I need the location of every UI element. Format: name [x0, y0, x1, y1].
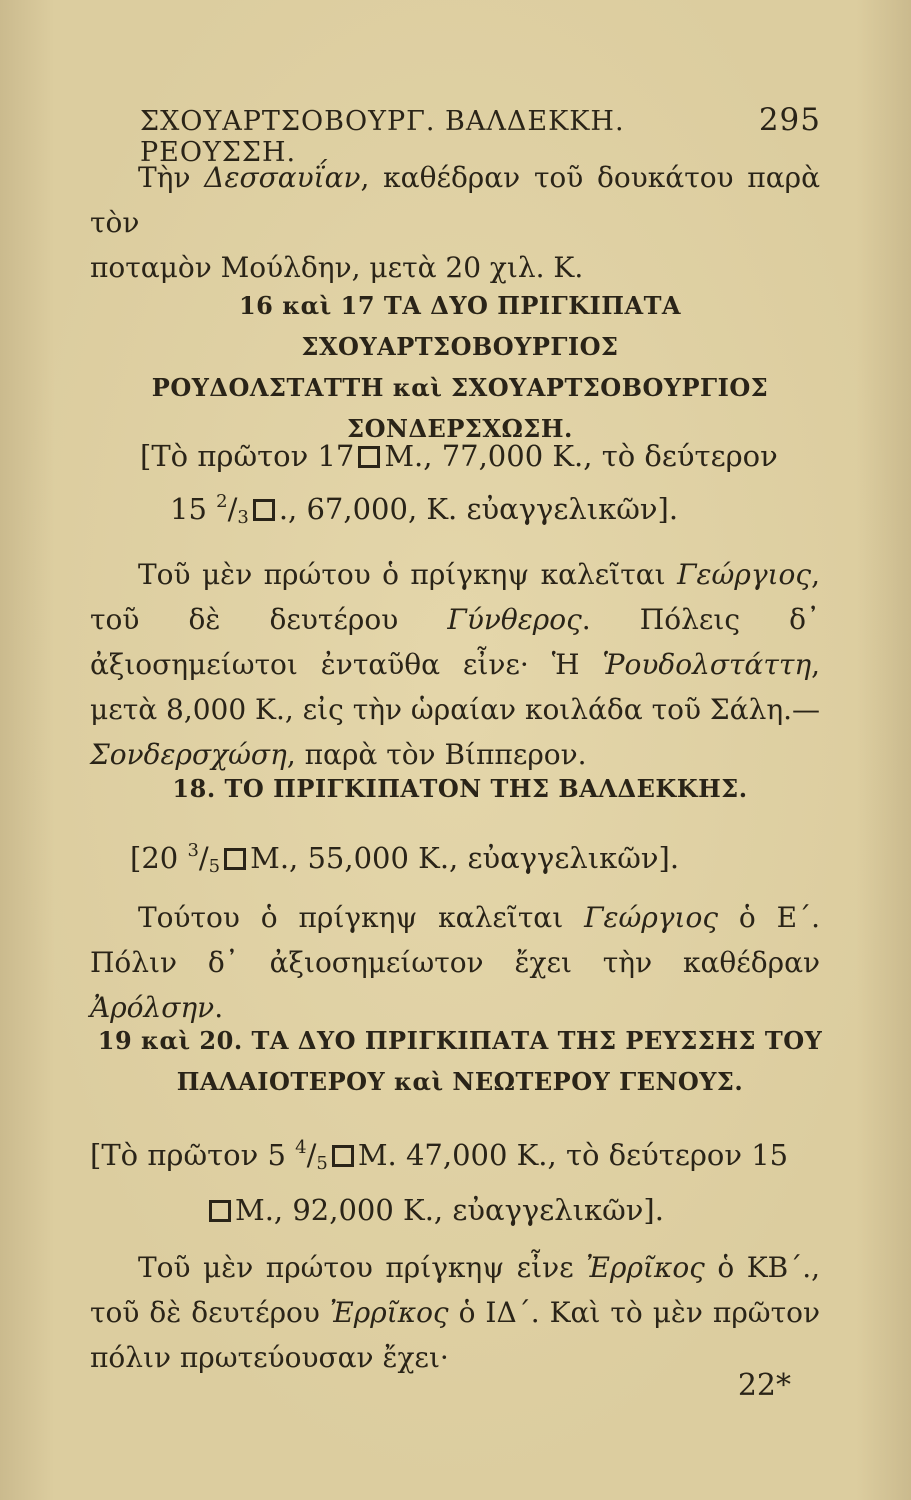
- section-16-heading: [80, 285, 840, 449]
- stats-text: [Τὸ πρῶτον 5: [90, 1138, 286, 1172]
- section-16-paragraph: [90, 552, 820, 777]
- running-head-title: ΣΧΟΥΑΡΤΣΟΒΟΥΡΓ. ΒΑΛΔΕΚΚΗ. ΡΕΟΥΣΣΗ.: [140, 106, 625, 168]
- stats-text: Μ., 55,000 Κ., εὐαγγελικῶν].: [250, 841, 680, 875]
- body-text: ὁ ΙΔ΄. Καὶ τὸ μὲν πρῶτον πόλιν πρωτεύουσαν ἔχει·: [90, 1296, 820, 1374]
- body-text: .: [214, 991, 224, 1024]
- heading-line: ΡΟΥΔΟΛΣΤΑΤΤΗ καὶ ΣΧΟΥΑΡΤΣΟΒΟΥΡΓΙΟΣ: [151, 373, 769, 402]
- stats-text: ., 67,000, Κ. εὐαγγελικῶν].: [278, 492, 679, 526]
- body-text: . Πόλεις δ᾽ ἀξιοσημείωτοι ἐνταῦθα εἶνε· Ἡ: [90, 603, 820, 681]
- signature-mark: 22*: [737, 1368, 791, 1403]
- intro-paragraph: [90, 155, 820, 290]
- body-text: ὁ Ε΄. Πόλιν δ᾽ ἀξιοσημείωτον ἔχει τὴν καθέδραν: [90, 901, 820, 979]
- square-symbol: [209, 1200, 231, 1222]
- section-19-heading: [80, 1020, 840, 1102]
- heading-line: 19 καὶ 20. ΤΑ ΔΥΟ ΠΡΙΓΚΙΠΑΤΑ ΤΗΣ ΡΕΥΣΣΗΣ ΤΟΥ: [97, 1026, 823, 1055]
- heading-line: ΠΑΛΑΙΟΤΕΡΟΥ καὶ ΝΕΩΤΕΡΟΥ ΓΕΝΟΥΣ.: [176, 1067, 744, 1096]
- square-symbol: [253, 499, 275, 521]
- fraction-numerator: 2: [216, 491, 228, 512]
- body-text: , παρὰ τὸν Βίππερον.: [286, 738, 587, 771]
- stats-text: Μ., 92,000 Κ., εὐαγγελικῶν].: [235, 1193, 664, 1227]
- square-symbol: [224, 848, 246, 870]
- section-19-stats: [Τὸ πρῶτον 5 $^4/_5$ Μ. 47,000 Κ., τὸ δεύτερον 15 Μ., 92,000 Κ., εὐαγγελικῶν].: [90, 1137, 789, 1227]
- body-text: Τοῦ μὲν πρώτου πρίγκηψ εἶνε: [138, 1251, 587, 1284]
- italic-name: Ἀρόλσην: [90, 991, 215, 1024]
- body-text: Τοῦ μὲν πρώτου ὁ πρίγκηψ καλεῖται: [138, 558, 678, 591]
- heading-line: ΣΟΝΔΕΡΣΧΩΣΗ.: [347, 414, 573, 443]
- body-text: , τοῦ δὲ δευτέρου: [90, 558, 820, 636]
- stats-text: Μ. 47,000 Κ., τὸ δεύτερον 15: [357, 1138, 789, 1172]
- stats-text: Μ., 77,000 Κ., τὸ δεύτερον: [384, 439, 778, 473]
- stats-text: [20: [130, 841, 179, 875]
- intro-italic: Δεσσαυΐαν: [204, 161, 361, 194]
- italic-name: Γύνθερος: [447, 603, 582, 636]
- heading-line: 16 καὶ 17 ΤΑ ΔΥΟ ΠΡΙΓΚΙΠΑΤΑ ΣΧΟΥΑΡΤΣΟΒΟΥΡΓΙΟΣ: [238, 291, 682, 361]
- section-19-paragraph: [90, 1245, 820, 1380]
- italic-name: Γεώργιος: [677, 558, 812, 591]
- square-symbol: [358, 446, 380, 468]
- stats-text: 15: [170, 492, 207, 526]
- intro-text: , καθέδραν τοῦ δουκάτου παρὰ τὸν: [90, 161, 820, 239]
- section-16-stats: [Τὸ πρῶτον 17 Μ., 77,000 Κ., τὸ δεύτερον 15 $^2/_3$ ., 67,000, Κ. εὐαγγελικῶν].: [140, 439, 778, 528]
- square-symbol: [332, 1145, 354, 1167]
- intro-text-line2: ποταμὸν Μούλδην, μετὰ 20 χιλ. Κ.: [90, 251, 584, 284]
- italic-name: Σονδερσχώση: [90, 738, 287, 771]
- body-text: , μετὰ 8,000 Κ., εἰς τὴν ὡραίαν κοιλάδα τοῦ Σάλη.—: [90, 648, 820, 726]
- section-18-heading: [80, 768, 840, 809]
- italic-name: Ἐρρῖκος: [329, 1296, 449, 1329]
- fraction-denominator: 5: [208, 856, 221, 877]
- heading-line: 18. ΤΟ ΠΡΙΓΚΙΠΑΤΟΝ ΤΗΣ ΒΑΛΔΕΚΚΗΣ.: [172, 774, 748, 803]
- page-number: 295: [758, 102, 821, 138]
- fraction-numerator: 3: [187, 840, 199, 861]
- body-text: ὁ ΚΒ΄., τοῦ δὲ δευτέρου: [90, 1251, 821, 1329]
- section-18-stats: [20 $^3/_5$ Μ., 55,000 Κ., εὐαγγελικῶν].: [130, 840, 680, 877]
- body-text: Τούτου ὁ πρίγκηψ καλεῖται: [138, 901, 585, 934]
- italic-name: Γεώργιος: [584, 901, 719, 934]
- intro-text: Τὴν: [138, 161, 205, 194]
- fraction-denominator: 5: [316, 1153, 328, 1174]
- stats-text: [Τὸ πρῶτον 17: [140, 439, 355, 473]
- italic-name: Ῥουδολστάττη: [602, 648, 812, 681]
- fraction-numerator: 4: [295, 1137, 307, 1158]
- italic-name: Ἐρρῖκος: [586, 1251, 705, 1284]
- fraction-denominator: 3: [237, 507, 249, 528]
- section-18-paragraph: [90, 895, 820, 1030]
